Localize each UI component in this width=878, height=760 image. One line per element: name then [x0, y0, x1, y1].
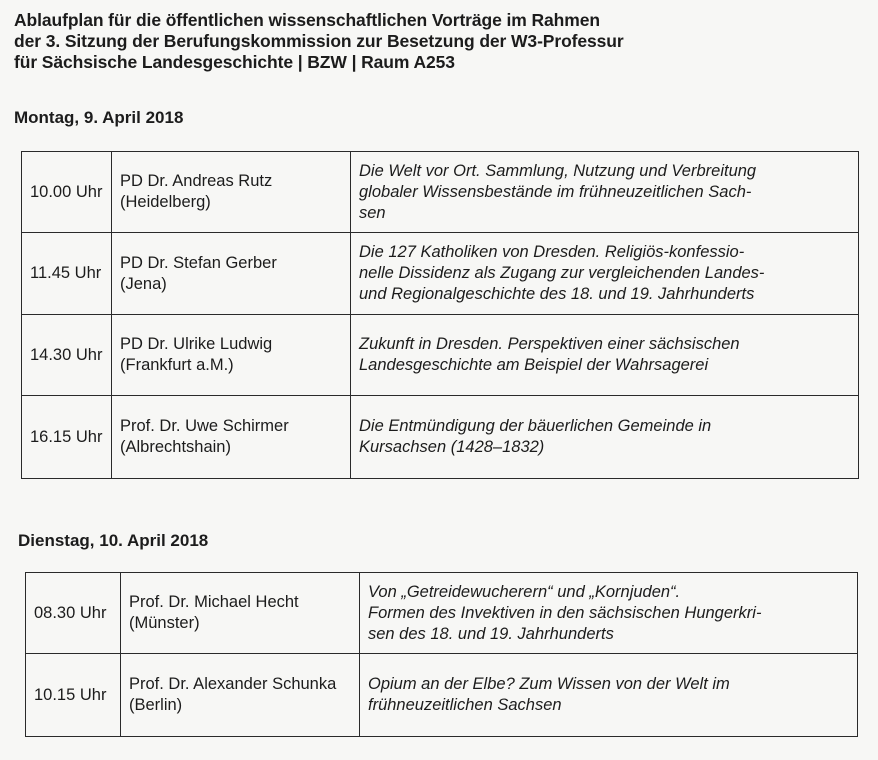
speaker-affiliation: (Frankfurt a.M.): [120, 356, 234, 374]
talk-title-line: Opium an der Elbe? Zum Wissen von der Welt im: [368, 675, 730, 693]
table-row: [26, 573, 858, 654]
speaker-affiliation: (Münster): [129, 614, 200, 632]
talk-title-line: Zukunft in Dresden. Perspektiven einer sächsischen: [359, 335, 740, 353]
talk-title: [351, 315, 859, 396]
talk-title-line: und Regionalgeschichte des 18. und 19. Jahrhunderts: [359, 285, 755, 303]
session-time: 08.30 Uhr: [26, 573, 121, 654]
document-title: [14, 10, 854, 73]
talk-title-line: Die Entmündigung der bäuerlichen Gemeinde in: [359, 417, 712, 435]
talk-title-line: Von „Getreidewucherern“ und „Kornjuden“.: [368, 582, 681, 601]
talk-title-line: sen des 18. und 19. Jahrhunderts: [368, 624, 614, 643]
day-heading-tuesday: Dienstag, 10. April 2018: [18, 531, 209, 550]
talk-title-line: Formen des Invektiven in den sächsischen Hungerkri-: [368, 603, 762, 622]
speaker-name: Prof. Dr. Michael Hecht: [129, 593, 299, 611]
speaker-name: Prof. Dr. Alexander Schunka: [129, 675, 337, 693]
title-line: für Sächsische Landesgeschichte | BZW | Raum A253: [14, 52, 455, 72]
schedule-table-monday: [21, 151, 859, 479]
title-line: der 3. Sitzung der Berufungskommission zur Besetzung der W3-Professur: [14, 31, 624, 51]
speaker-name: PD Dr. Andreas Rutz: [120, 172, 273, 190]
speaker-name: Prof. Dr. Uwe Schirmer: [120, 417, 289, 435]
talk-title-line: Die 127 Katholiken von Dresden. Religiös-konfessio-: [359, 243, 745, 261]
speaker-affiliation: (Jena): [120, 274, 167, 293]
talk-title: [360, 573, 858, 654]
talk-title: [351, 152, 859, 233]
talk-title: [360, 654, 858, 737]
schedule-table-tuesday: [25, 572, 858, 737]
day-heading-monday: Montag, 9. April 2018: [14, 108, 184, 127]
speaker-affiliation: (Albrechtshain): [120, 438, 231, 456]
table-row: [22, 396, 859, 479]
speaker-cell: [112, 315, 351, 396]
table-row: [22, 233, 859, 315]
talk-title-line: Kursachsen (1428–1832): [359, 438, 545, 456]
talk-title: [351, 396, 859, 479]
table-row: [22, 315, 859, 396]
speaker-name: PD Dr. Ulrike Ludwig: [120, 335, 273, 353]
session-time: 11.45 Uhr: [22, 233, 112, 315]
speaker-cell: [121, 573, 360, 654]
speaker-cell: [112, 152, 351, 233]
talk-title-line: Die Welt vor Ort. Sammlung, Nutzung und Verbreitung: [359, 161, 757, 180]
speaker-cell: [112, 396, 351, 479]
session-time: 14.30 Uhr: [22, 315, 112, 396]
speaker-cell: [121, 654, 360, 737]
table-row: [22, 152, 859, 233]
talk-title: [351, 233, 859, 315]
session-time: 10.15 Uhr: [26, 654, 121, 737]
title-line: Ablaufplan für die öffentlichen wissenschaftlichen Vorträge im Rahmen: [14, 10, 600, 30]
speaker-affiliation: (Heidelberg): [120, 193, 211, 211]
session-time: 10.00 Uhr: [22, 152, 112, 233]
talk-title-line: nelle Dissidenz als Zugang zur vergleichenden Landes-: [359, 264, 765, 282]
talk-title-line: sen: [359, 203, 386, 222]
speaker-affiliation: (Berlin): [129, 696, 183, 714]
talk-title-line: globaler Wissensbestände im frühneuzeitlichen Sach-: [359, 182, 752, 201]
talk-title-line: frühneuzeitlichen Sachsen: [368, 696, 562, 714]
session-time: 16.15 Uhr: [22, 396, 112, 479]
speaker-name: PD Dr. Stefan Gerber: [120, 253, 277, 272]
speaker-cell: [112, 233, 351, 315]
table-row: [26, 654, 858, 737]
talk-title-line: Landesgeschichte am Beispiel der Wahrsagerei: [359, 356, 709, 374]
